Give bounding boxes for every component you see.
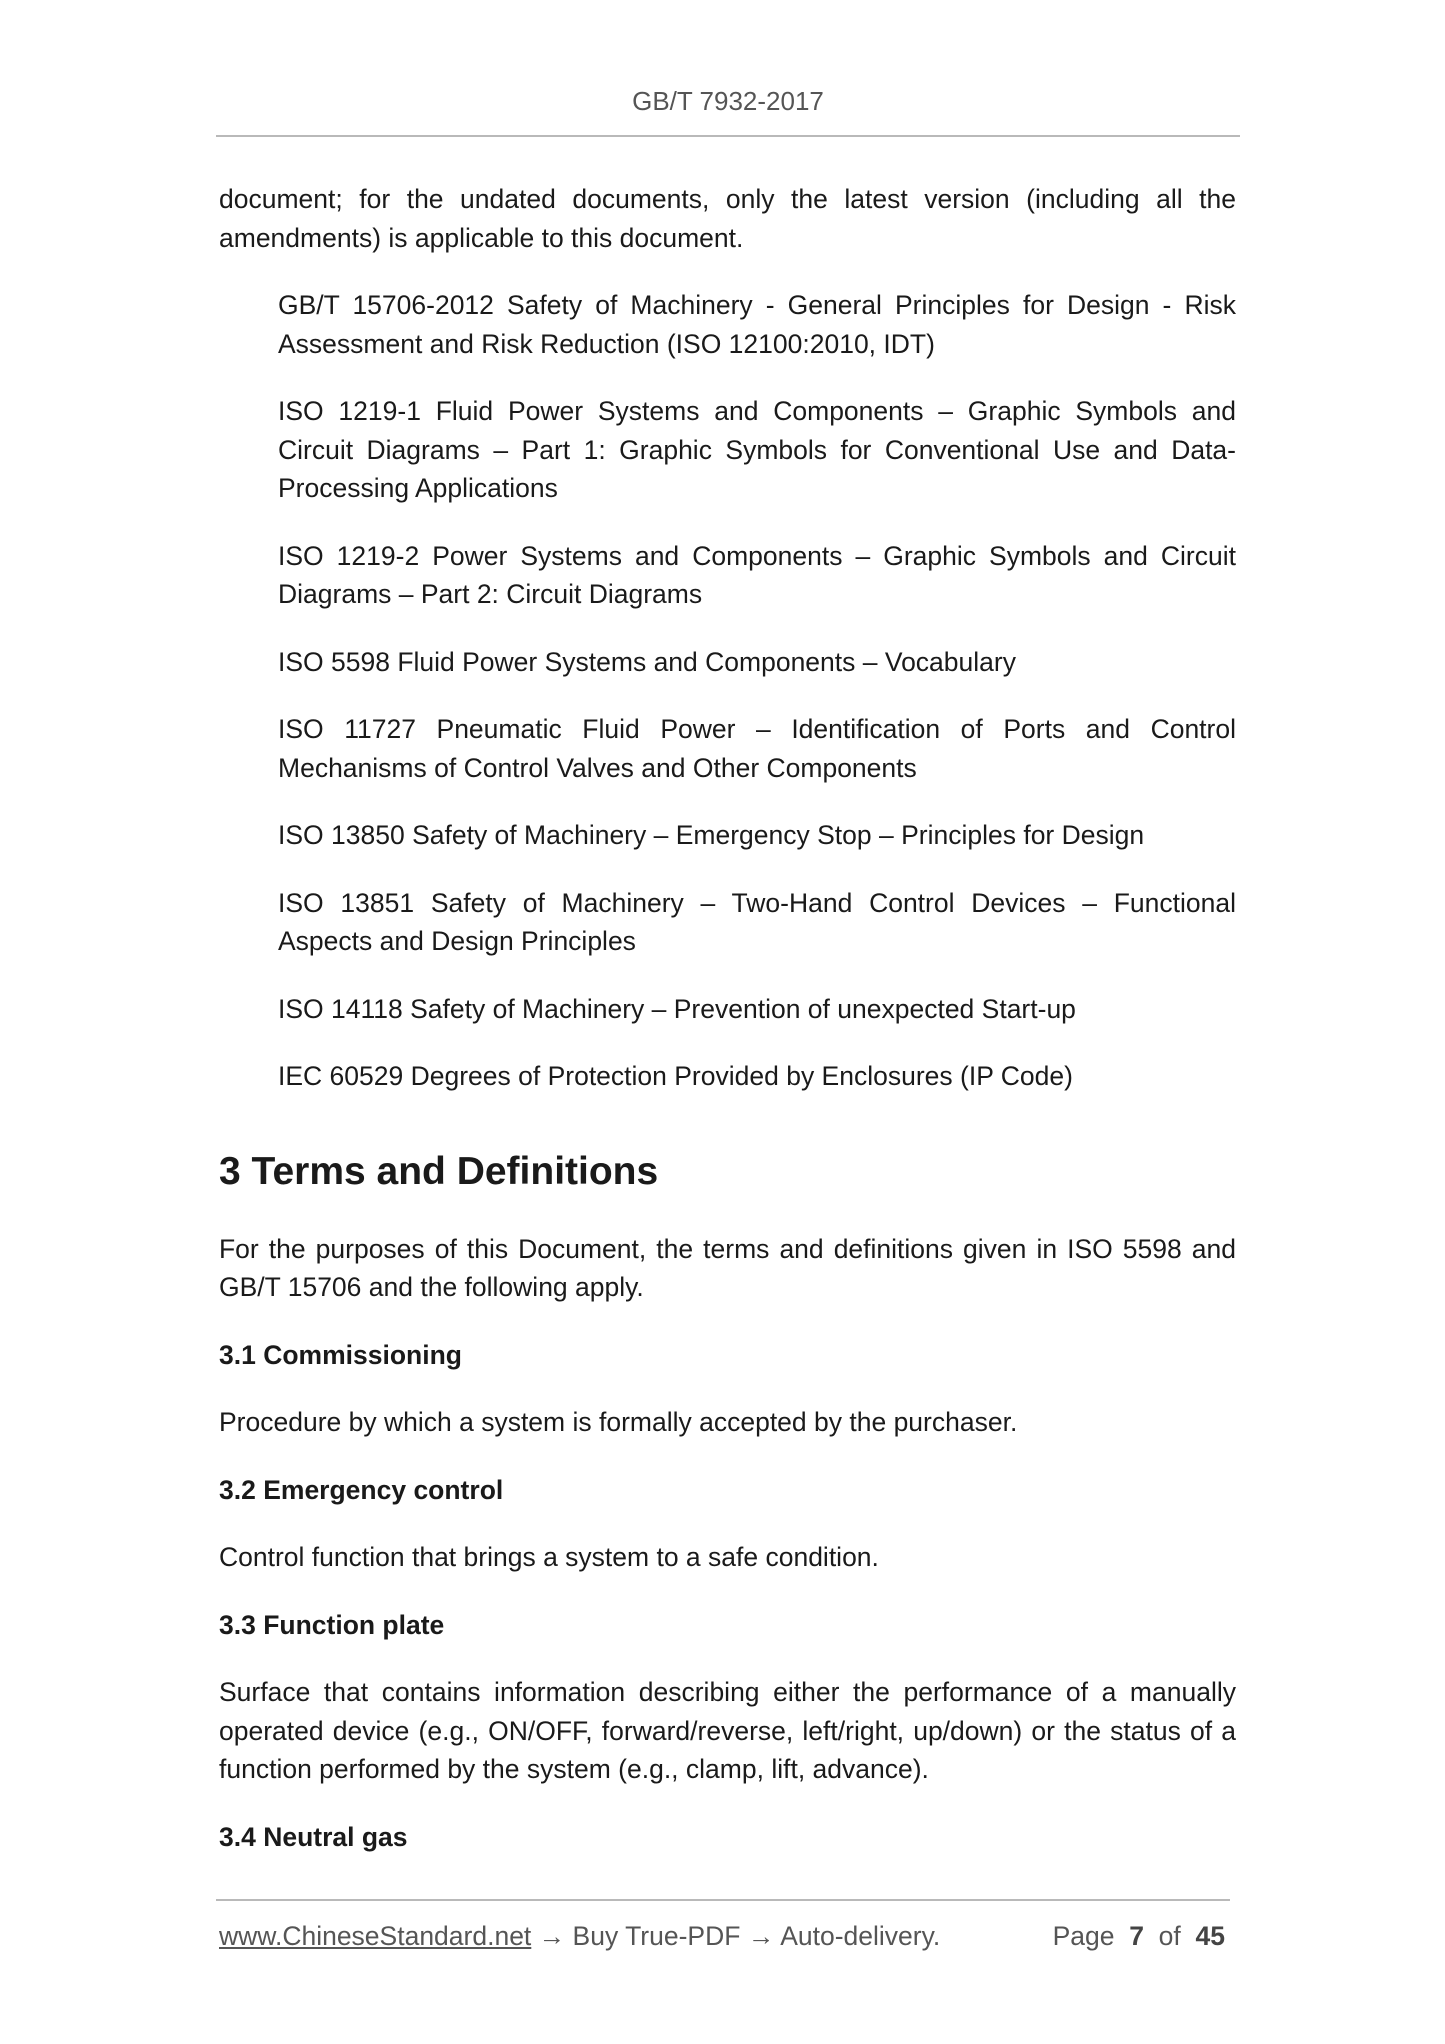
term-definition: Procedure by which a system is formally accepted by the purchaser. [219, 1407, 1018, 1437]
term-heading: 3.3 Function plate [219, 1609, 445, 1640]
delivery-text: Auto-delivery. [780, 1921, 941, 1951]
section-lead-paragraph: For the purposes of this Document, the terms and definitions given in ISO 5598 and GB/T 15706 and the following apply. [219, 1233, 1236, 1302]
reference-item: ISO 1219-2 Power Systems and Components – Graphic Symbols and Circuit Diagrams – Part 2: Circuit Diagrams [278, 540, 1236, 609]
page-indicator [1053, 1918, 1225, 1954]
reference-item: ISO 1219-1 Fluid Power Systems and Components – Graphic Symbols and Circuit Diagrams – Part 1: Graphic Symbols for Conventional Use and Data-Processing Applications [278, 396, 1236, 503]
page-label: Page [1052, 1921, 1115, 1951]
reference-item: ISO 13850 Safety of Machinery – Emergency Stop – Principles for Design [278, 820, 1145, 850]
reference-item: IEC 60529 Degrees of Protection Provided by Enclosures (IP Code) [278, 1061, 1073, 1091]
reference-item: GB/T 15706-2012 Safety of Machinery - General Principles for Design - Risk Assessment and Risk Reduction (ISO 12100:2010, IDT) [278, 290, 1236, 359]
normative-references-list [219, 286, 1236, 1096]
footer-divider [216, 1899, 1230, 1901]
website-link[interactable]: www.ChineseStandard.net [219, 1921, 532, 1951]
reference-item: ISO 5598 Fluid Power Systems and Components – Vocabulary [278, 646, 1016, 677]
term-heading: 3.1 Commissioning [219, 1339, 462, 1370]
reference-item: ISO 14118 Safety of Machinery – Prevention of unexpected Start-up [278, 993, 1076, 1024]
header-divider [216, 135, 1240, 137]
page-of-label: of [1158, 1921, 1181, 1951]
term-heading: 3.4 Neutral gas [219, 1821, 408, 1852]
page-total: 45 [1195, 1921, 1225, 1951]
term-definition: Surface that contains information describing either the performance of a manually operated device (e.g., ON/OFF, forward/reverse, left/right, up/down) or the status of a function performed by the system (e.g., clamp, lift, advance). [219, 1677, 1236, 1784]
term-definition: Control function that brings a system to a safe condition. [219, 1542, 879, 1572]
reference-item: ISO 11727 Pneumatic Fluid Power – Identification of Ports and Control Mechanisms of Control Valves and Other Components [278, 714, 1236, 783]
page-current: 7 [1129, 1921, 1144, 1951]
arrow-icon: → [747, 1921, 775, 1951]
footer-promo [219, 1918, 940, 1954]
page-header: GB/T 7932-2017 [632, 86, 824, 116]
section-heading: 3 Terms and Definitions [219, 1149, 659, 1193]
term-heading: 3.2 Emergency control [219, 1474, 504, 1505]
page-content [219, 180, 1236, 1885]
reference-item: ISO 13851 Safety of Machinery – Two-Hand Control Devices – Functional Aspects and Design Principles [278, 887, 1236, 956]
arrow-icon: → [538, 1921, 566, 1951]
intro-paragraph: document; for the undated documents, only the latest version (including all the amendments) is applicable to this document. [219, 184, 1236, 253]
buy-text: Buy True-PDF [572, 1921, 741, 1951]
